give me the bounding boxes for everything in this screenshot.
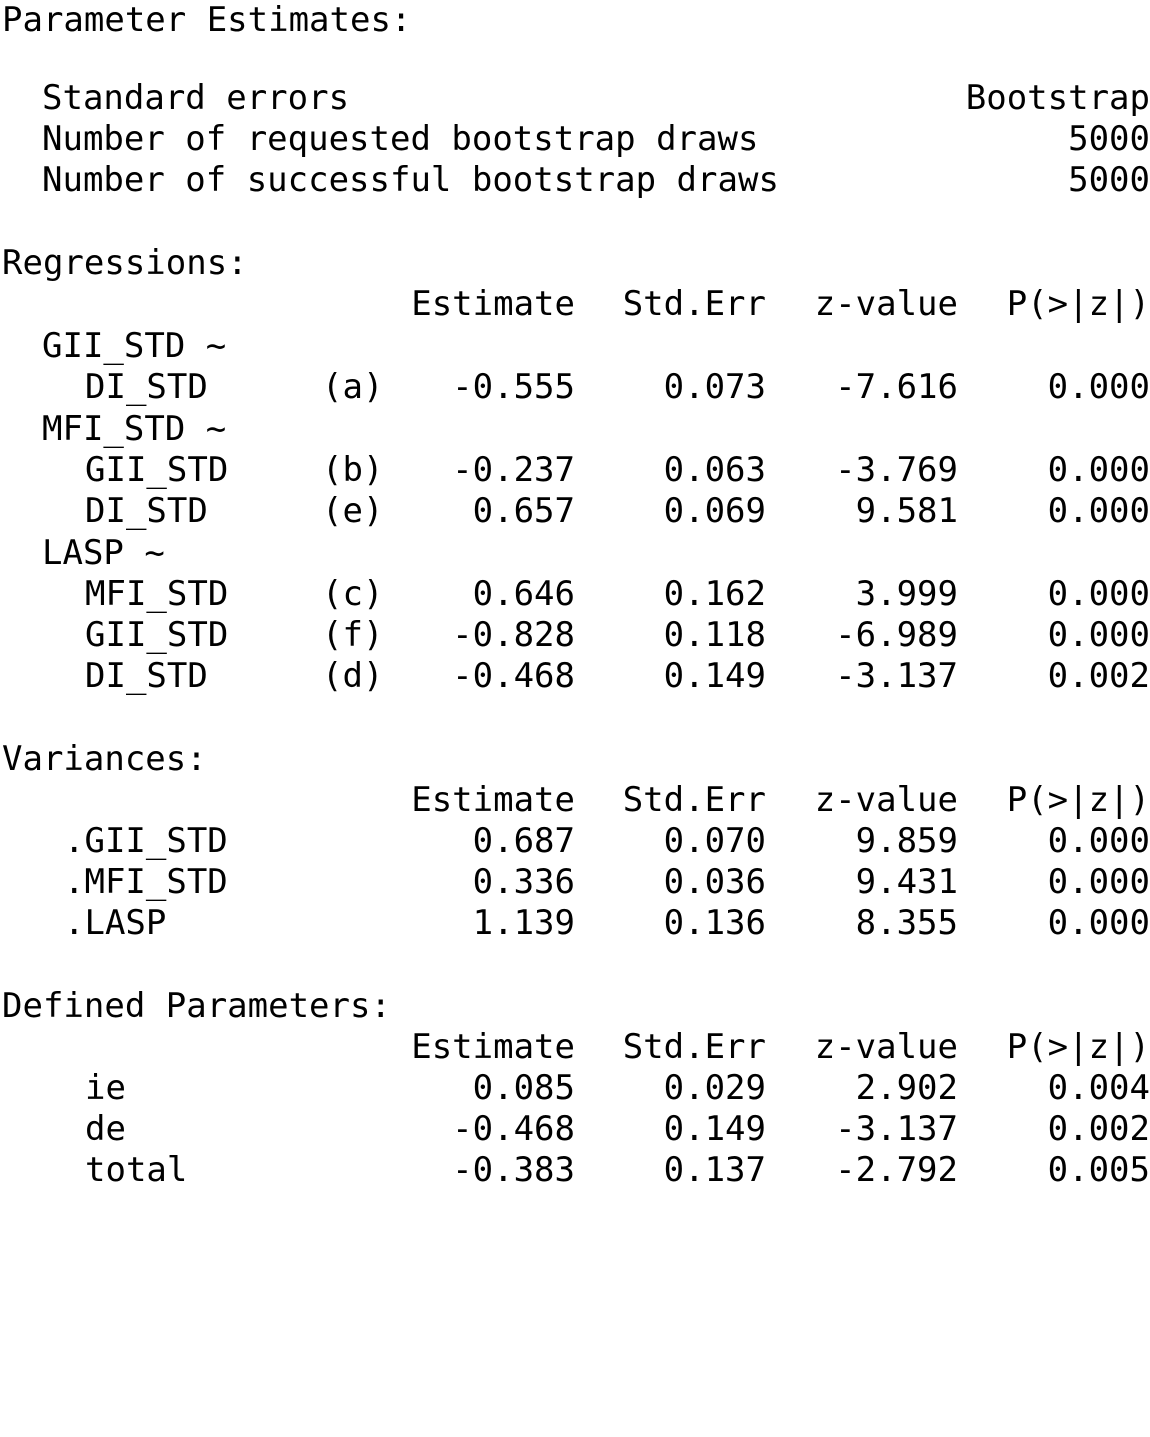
param-label: (b)	[322, 450, 384, 490]
estimate-cell: -0.468	[452, 1109, 575, 1149]
zvalue-cell: -2.792	[835, 1150, 958, 1190]
param-name: de	[85, 1109, 126, 1149]
pvalue-cell: 0.002	[1047, 1109, 1150, 1149]
col-stderr-header: Std.Err	[622, 1027, 766, 1067]
stderr-cell: 0.036	[663, 862, 766, 902]
zvalue-cell: -7.616	[835, 367, 958, 407]
parameter-estimates-header	[0, 0, 1150, 41]
pvalue-cell: 0.000	[1047, 367, 1150, 407]
section-title: Defined Parameters:	[2, 986, 391, 1026]
stderr-cell: 0.069	[663, 491, 766, 531]
pvalue-cell: 0.000	[1047, 450, 1150, 490]
zvalue-cell: -3.769	[835, 450, 958, 490]
stderr-cell: 0.162	[663, 574, 766, 614]
stderr-cell: 0.070	[663, 821, 766, 861]
param-name: total	[85, 1150, 188, 1190]
stderr-cell: 0.063	[663, 450, 766, 490]
pvalue-cell: 0.002	[1047, 656, 1150, 696]
table-row	[0, 491, 1150, 532]
col-zvalue-header: z-value	[814, 780, 958, 820]
zvalue-cell: -3.137	[835, 1109, 958, 1149]
estimate-cell: -0.555	[452, 367, 575, 407]
regression-group-lhs	[0, 326, 1150, 367]
col-pvalue-header: P(>|z|)	[1006, 1027, 1150, 1067]
table-row	[0, 1068, 1150, 1109]
param-name: DI_STD	[85, 656, 208, 696]
stderr-cell: 0.136	[663, 903, 766, 943]
col-stderr-header: Std.Err	[622, 780, 766, 820]
variances-title	[0, 739, 1150, 780]
table-row	[0, 862, 1150, 903]
col-estimate-header: Estimate	[411, 284, 575, 324]
lhs-label: GII_STD ~	[42, 326, 227, 366]
pvalue-cell: 0.005	[1047, 1150, 1150, 1190]
option-row	[0, 78, 1150, 119]
stderr-cell: 0.029	[663, 1068, 766, 1108]
table-row	[0, 821, 1150, 862]
lhs-label: LASP ~	[42, 533, 165, 573]
estimate-cell: -0.383	[452, 1150, 575, 1190]
defined-parameters-title	[0, 986, 1150, 1027]
param-label: (c)	[322, 574, 384, 614]
regression-group-lhs	[0, 409, 1150, 450]
regression-group-lhs	[0, 533, 1150, 574]
option-row	[0, 119, 1150, 160]
estimate-cell: -0.237	[452, 450, 575, 490]
pvalue-cell: 0.000	[1047, 821, 1150, 861]
param-name: ie	[85, 1068, 126, 1108]
col-pvalue-header: P(>|z|)	[1006, 284, 1150, 324]
table-row	[0, 1150, 1150, 1191]
zvalue-cell: 2.902	[855, 1068, 958, 1108]
column-header-row	[0, 780, 1150, 821]
param-label: (d)	[322, 656, 384, 696]
estimate-cell: 1.139	[472, 903, 575, 943]
column-header-row	[0, 1027, 1150, 1068]
param-name: .LASP	[64, 903, 167, 943]
zvalue-cell: 9.581	[855, 491, 958, 531]
param-name: GII_STD	[85, 450, 229, 490]
lhs-label: MFI_STD ~	[42, 409, 227, 449]
col-estimate-header: Estimate	[411, 780, 575, 820]
zvalue-cell: 3.999	[855, 574, 958, 614]
zvalue-cell: 9.431	[855, 862, 958, 902]
stderr-cell: 0.149	[663, 1109, 766, 1149]
estimate-cell: 0.657	[472, 491, 575, 531]
pvalue-cell: 0.000	[1047, 615, 1150, 655]
table-row	[0, 1109, 1150, 1150]
table-row	[0, 656, 1150, 697]
col-pvalue-header: P(>|z|)	[1006, 780, 1150, 820]
pvalue-cell: 0.000	[1047, 491, 1150, 531]
section-title: Variances:	[2, 739, 207, 779]
zvalue-cell: 9.859	[855, 821, 958, 861]
zvalue-cell: -3.137	[835, 656, 958, 696]
estimate-cell: 0.085	[472, 1068, 575, 1108]
estimate-cell: -0.828	[452, 615, 575, 655]
option-value: 5000	[1068, 160, 1150, 200]
option-label: Number of requested bootstrap draws	[42, 119, 759, 159]
col-estimate-header: Estimate	[411, 1027, 575, 1067]
estimate-cell: 0.687	[472, 821, 575, 861]
zvalue-cell: 8.355	[855, 903, 958, 943]
table-row	[0, 450, 1150, 491]
param-label: (a)	[322, 367, 384, 407]
param-name: DI_STD	[85, 491, 208, 531]
stderr-cell: 0.137	[663, 1150, 766, 1190]
param-name: .GII_STD	[64, 821, 228, 861]
pvalue-cell: 0.000	[1047, 574, 1150, 614]
column-header-row	[0, 284, 1150, 325]
regressions-title	[0, 243, 1150, 284]
col-zvalue-header: z-value	[814, 1027, 958, 1067]
header-text: Parameter Estimates:	[2, 0, 412, 40]
stderr-cell: 0.073	[663, 367, 766, 407]
section-title: Regressions:	[2, 243, 248, 283]
table-row	[0, 367, 1150, 408]
pvalue-cell: 0.000	[1047, 903, 1150, 943]
estimate-cell: 0.336	[472, 862, 575, 902]
param-name: MFI_STD	[85, 574, 229, 614]
col-zvalue-header: z-value	[814, 284, 958, 324]
option-row	[0, 160, 1150, 201]
table-row	[0, 903, 1150, 944]
param-name: .MFI_STD	[64, 862, 228, 902]
estimate-cell: -0.468	[452, 656, 575, 696]
estimate-cell: 0.646	[472, 574, 575, 614]
param-name: DI_STD	[85, 367, 208, 407]
table-row	[0, 574, 1150, 615]
col-stderr-header: Std.Err	[622, 284, 766, 324]
zvalue-cell: -6.989	[835, 615, 958, 655]
param-name: GII_STD	[85, 615, 229, 655]
option-label: Number of successful bootstrap draws	[42, 160, 779, 200]
pvalue-cell: 0.004	[1047, 1068, 1150, 1108]
pvalue-cell: 0.000	[1047, 862, 1150, 902]
stderr-cell: 0.149	[663, 656, 766, 696]
option-value: 5000	[1068, 119, 1150, 159]
param-label: (e)	[322, 491, 384, 531]
option-value: Bootstrap	[965, 78, 1150, 118]
stderr-cell: 0.118	[663, 615, 766, 655]
param-label: (f)	[322, 615, 384, 655]
option-label: Standard errors	[42, 78, 350, 118]
table-row	[0, 615, 1150, 656]
